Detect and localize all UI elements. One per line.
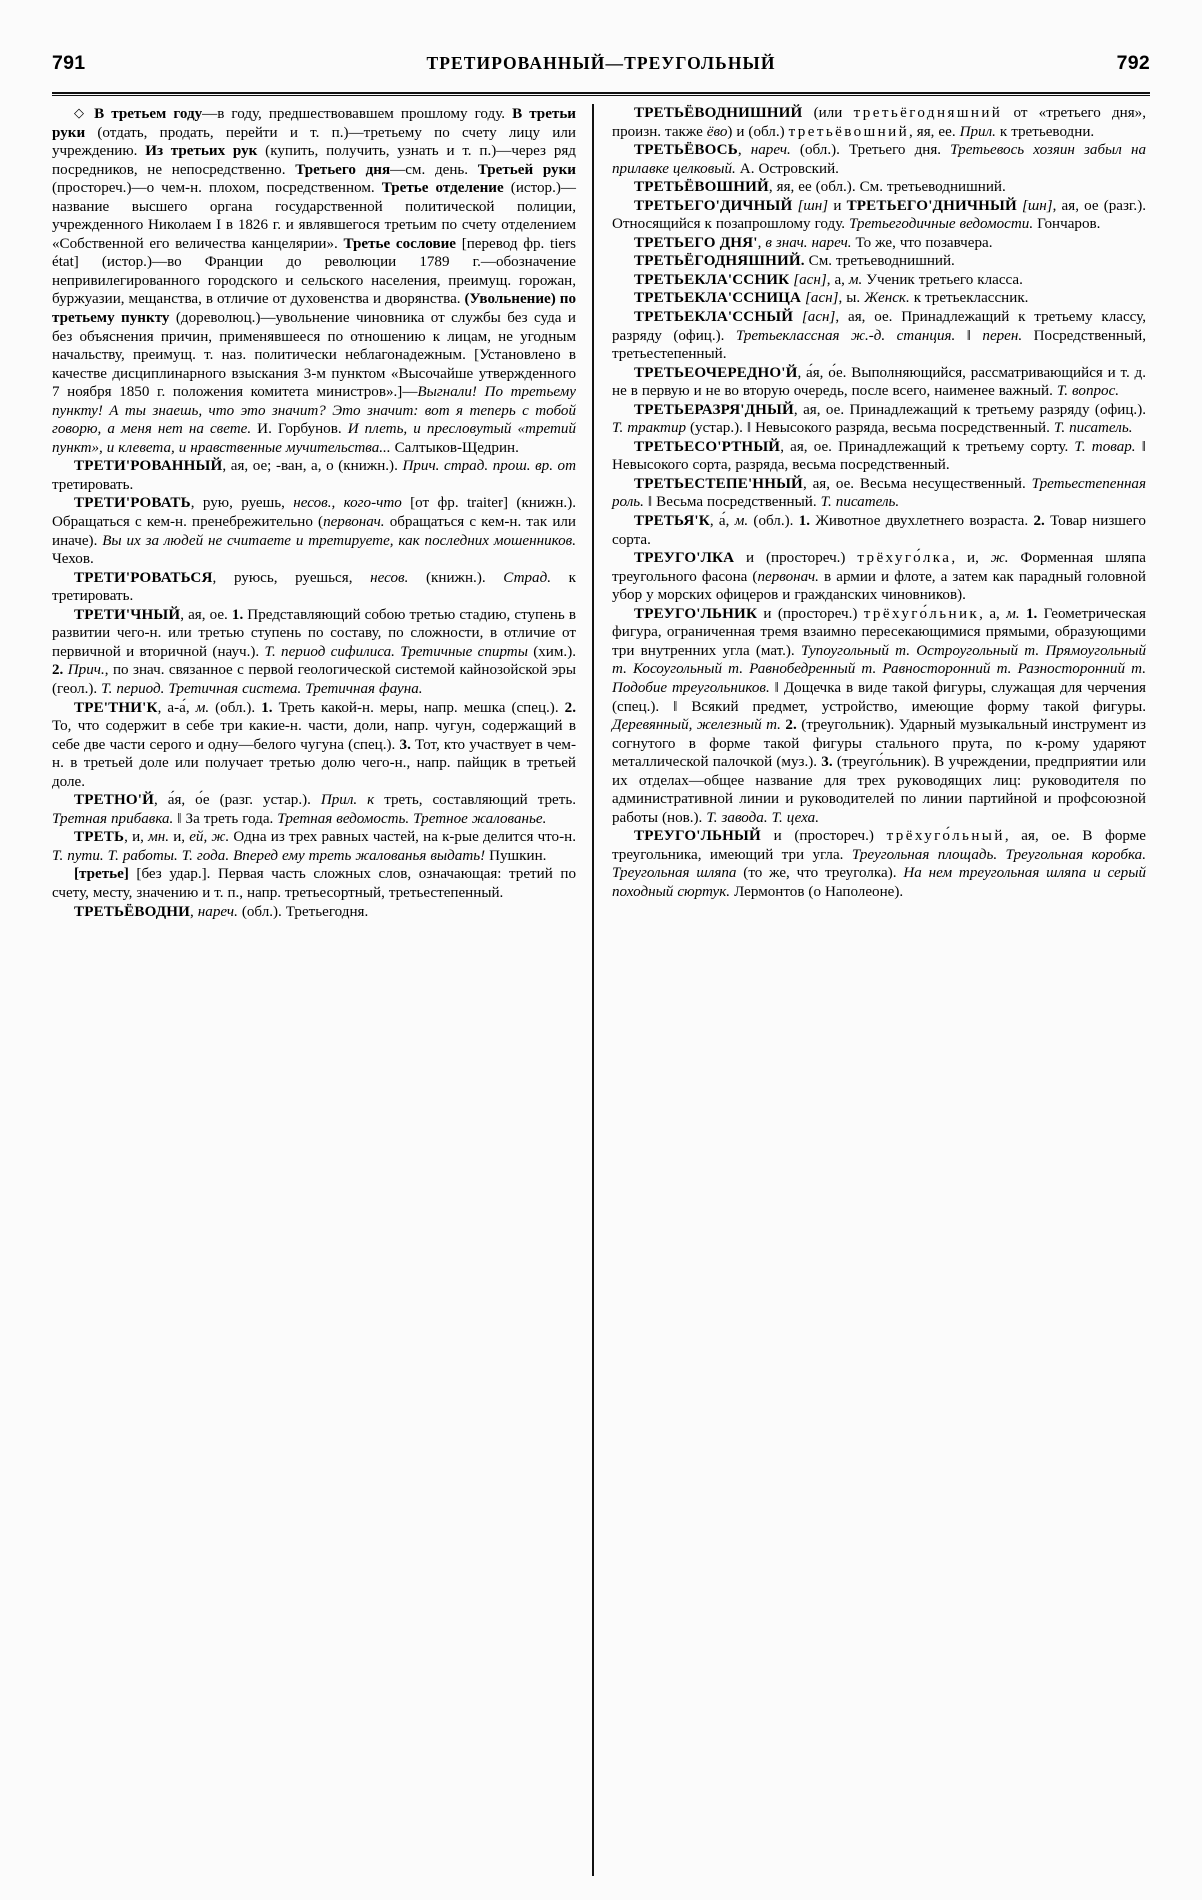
sense-number-1: 1. [1019,605,1038,622]
sense-number-1: 1. [231,606,244,623]
variant-spaced-1: третьёгодняшний [853,105,1003,121]
entry-tretyovoshnij [612,178,1146,197]
headword: ТРЕУГО'ЛКА [634,550,735,567]
quote-1: Выгнали! По третьему пункту! А ты знаешь, что это значит? Это значит: вот я теперь с тобой говорю, а меня нет на свете. [52,384,576,438]
definition-italic: первонач. [757,568,819,585]
etymology-italic: первонач. [323,514,385,531]
definition-2: Невысокого сорта, разряда, весьма посредственный. [612,457,950,474]
conjunction: и (простореч.) [760,828,887,845]
idiom-8: (Увольнение) по третьему пункту [52,291,576,327]
pronunciation-bracket: [асн] [789,271,827,288]
idiom-6-def: (истор.)—название высшего органа государственной политической полиции, учрежденного Николаем I в 1826 г. и являвшегося третьим по счету отделением «Собственной его величества канцелярии». [52,180,576,252]
conjunction: и (простореч.) [757,605,864,622]
definition: , яя, ее (обл.). См. третьеводнишний. [768,179,1006,196]
headword: ТРЕТЬЕКЛА'ССНИК [634,271,790,288]
cross-reference: (то же, что треуголка). [736,865,904,882]
grammar-note: , а́, [709,513,735,530]
example-1: Третьестепенная роль. [612,475,1146,511]
variant-spaced: трёхуго́лка [857,550,952,567]
quote: На нем треугольная шляпа и серый походный сюртук. [612,865,1146,900]
sense-3-text: Тот, кто участвует в чем-н. в третьей доле или получает третью долю чего-н., напр. пайщик в третьей доле. [52,736,577,790]
sense-number-3: 3. [399,736,411,753]
entry-treugolnyj [612,827,1146,901]
idiom-4-def: —см. день. [390,161,478,178]
sense-separator: ‖ [1135,438,1146,455]
idiom-2-def: (отдать, продать, перейти и т. п.)—третьему по счету лицу или учреждению. [52,124,576,160]
lozenge-icon: ◇ [74,105,88,120]
definition: к третьеводни. [995,123,1095,140]
sense-separator: ‖ [173,810,186,827]
grammar-note: , а, [979,605,1007,622]
idiom-5: Третьей руки [477,161,576,178]
entry-tretyestepennyj [612,475,1146,512]
figurative-label: перен. [982,327,1023,344]
entry-tretyovos [612,141,1146,178]
pronunciation-bracket-2: [шн] [1016,197,1053,214]
sense-number-2: 2. [1033,513,1045,530]
page-title: ТРЕТИРОВАННЫЙ—ТРЕУГОЛЬНЫЙ [426,53,776,73]
entry-tretirovat [52,494,576,568]
author-note: (о Наполеоне). [804,883,904,900]
entry-tret [52,828,576,865]
grammar-note: , а-а́, [157,699,196,716]
definition: к третьеклассник. [909,290,1029,307]
part-of-speech: , нареч. [737,142,791,159]
entry-tretyegodichnyj [612,197,1146,234]
etymology: [от фр. traiter] (книжн.). Обращаться с кем-н. пренебрежительно ( [52,495,577,531]
idiom-1: В третьем году [94,106,203,122]
author: Пушкин. [485,847,547,864]
entry-tretyesortnyj [612,438,1146,475]
idiom-3: Из третьих рук [145,143,258,160]
grammar-note: , и, [124,829,149,846]
author: Гончаров. [1033,216,1101,233]
headword: ТРЕТИ'РОВАТЬ [74,495,191,512]
headword: ТРЕТЬЕКЛА'ССНЫЙ [634,309,794,326]
headword: ТРЕТНО'Й [74,792,155,809]
example: Третьеклассная ж.-д. станция. [735,327,956,344]
idiom-8-def: (дореволюц.)—увольнение чиновника от службы без суда и без объяснения причин, применявшееся по отношению к лицам, не угодным начальству, преимущ. т. наз. политически неблагонадежным. [Установлено в качестве дисциплинарного взыскания 3-м пунктом «Высочайше утвержденного 7 ноября 1850 г. положения комитета министров».]— [52,310,576,401]
definition-italic: Женск. [864,290,910,307]
definition: Одна из трех равных частей, на к-рые делится что-н. [229,829,576,846]
running-head [52,52,1150,80]
entry-tretyovodnishnij [612,104,1146,141]
grammar-note-italic: несов., кого-что [293,495,402,512]
grammar-note: , ая, ое; -ван, а, о (книжн.). [222,458,403,475]
example: Т. вопрос. [1056,383,1120,400]
idiom-2: В третьи руки [52,106,576,141]
column-left [52,104,592,1876]
part-of-speech: нареч. [197,903,238,920]
variant-note: от «третьего дня», произн. также [612,105,1147,140]
idiom-6: Третье отделение [381,180,504,197]
sense-number-1: 1. [261,699,273,716]
headword: ТРЕТЬЕГО'ДИЧНЫЙ [634,197,793,214]
sense-2-text: То, что содержит в себе три какие-н. части, доли, напр. чугун, содержащий в себе две части серого и одну—белого чугуна (спец.). [52,718,576,753]
column-right [592,104,1146,1876]
author: Чехов. [52,551,94,568]
grammar-note: , а, [826,271,849,288]
sense-separator-1: ‖ [769,679,784,696]
headword: ТРЕТИ'ЧНЫЙ [74,606,181,623]
sense-1-example: Т. период сифилиса. Третичные спирты [264,643,528,660]
entry-tretichnyj [52,606,576,699]
conjunction: и [828,197,847,214]
sense-1-text: Представляющий собою третью стадию, ступень в развитии чего-н. или третью ступень по составу, по сложности, в отличие от первичной и вторичной (науч.). [52,606,576,660]
sense-2-text: Товар низшего сорта. [612,513,1146,548]
sense-2-text: (треугольник). Ударный музыкальный инструмент из согнутого в форме такой фигуры стального прута, по к-рому ударяют металлической палочкой (муз.). [612,717,1147,771]
gender-label: ж. [990,550,1009,567]
headword: ТРЕТЬЁГОДНЯШНИЙ. [634,253,805,270]
idioms-block [52,104,576,457]
author: Лермонтов [730,883,805,900]
sense-number-1: 1. [798,513,811,530]
definition: , а́я, о́е. Выполняющийся, рассматривающийся и т. д. не в первую и не во вторую очередь, после всего, наименее важный. [612,364,1146,400]
grammar-note: , ая, ое. [180,606,232,623]
example-2: Т. писатель. [1053,420,1133,437]
headword: ТРЕ'ТНИ'К [74,699,158,716]
folio-left: 791 [52,52,86,74]
headword: [третье] [74,866,129,883]
quote-2: И плеть, и пресловутый «третий пункт», и клевета, и нравственные мучительства... [52,421,576,456]
variant-open: (или [802,105,854,121]
headword: ТРЕТЬЕОЧЕРЕДНО'Й [634,364,798,381]
headword: ТРЕТИ'РОВАТЬСЯ [74,569,213,586]
definition-italic: Страд. [503,569,551,586]
definition-2: Весьма посредственный. [656,494,821,511]
grammar-note-italic: , в знач. нареч. [757,234,852,251]
entry-tretirovatsya [52,569,576,606]
sense-3-examples: Т. завода. Т. цеха. [706,809,820,826]
author-2: Салтыков-Щедрин. [390,439,519,456]
headword-variant: ТРЕТЬЕГО'ДНИЧНЫЙ [846,197,1017,214]
sense-separator: ‖ [643,494,657,511]
definition: к третировать. [52,569,576,605]
idiom-3-def: (купить, получить, узнать и т. п.)—через ряд посредников, не непосредственно. [52,143,576,178]
variant-spaced: трёхуго́льный [886,828,1005,845]
grammar-note: , руюсь, руешься, [212,569,371,586]
headword: ТРЕТЬЕСТЕПЕ'ННЫЙ [634,475,803,492]
pronunciation-bracket-1: [шн] [792,197,829,214]
entry-tretyegodnyashnij [612,252,1146,271]
folio-right: 792 [1116,52,1150,74]
header-rule [52,92,1150,96]
grammar-note: , яя, ее. [909,123,960,140]
variant-note-2: ) и (обл.) [727,123,789,140]
entry-tretyovodni [52,903,576,922]
idiom-7-def: [перевод фр. tiers état] (истор.)—во Франции до революции 1789 г.—обозначение непривилегированного городского и сельского населения, преимущ. горожан, буржуазии, мещанства, в отличие от духовенства и дворянства. [52,235,576,308]
sense-1-text: Животное двухлетнего возраста. [810,513,1034,530]
definition: , ая, ое. Принадлежащий к третьему классу, разряду (офиц.). [612,309,1146,344]
sense-number-2: 2. [52,662,64,679]
example-1: Третная прибавка. [52,810,174,827]
conjunction: и (простореч.) [734,550,858,567]
headword: ТРЕУГО'ЛЬНИК [634,605,758,622]
example-1: Т. трактир [612,420,687,437]
example-2: Т. писатель. [820,494,900,511]
entry-tretyeocherednoj [612,364,1146,401]
gender-label: м. [1006,605,1020,622]
definition: треть, составляющий треть. [374,792,576,809]
headword: ТРЕТЬЁВОДНИ [74,903,191,920]
headword: ТРЕТЬЕРАЗРЯ'ДНЫЙ [634,401,794,418]
idiom-1-def: —в году, предшествовавшем прошлому году. [202,106,513,122]
headword: ТРЕТЬЁВОШНИЙ [634,179,769,196]
author-1: И. Горбунов. [251,421,348,438]
definition-italic: Прил. к [320,792,375,809]
definition: третировать. [52,476,134,493]
entry-tretyeklassnyj [612,308,1146,364]
definition-2: (устар.). ‖ Невысокого разряда, весьма посредственный. [686,420,1054,437]
idiom-7: Третье сословие [343,235,457,252]
definition-italic: Прич. страд. прош. вр. от [402,458,577,475]
entry-tretyeklassnik [612,271,1146,290]
headword: ТРЕТЬЁВОСЬ [634,142,738,159]
definition: , ая, ое (разг.). Относящийся к позапрошлому году. [612,197,1146,233]
definition-rest: в армии и флоте, а затем как парадный головной убор у морских офицеров и гражданских чиновников). [612,568,1146,604]
grammar-note-italic: несов. [370,569,409,586]
entry-tretyego-dnya [612,234,1146,253]
style-label: (книжн.). [408,569,504,586]
definition-2: За треть года. [185,810,278,827]
column-container [52,104,1152,1876]
definition: Форменная шляпа треугольного фасона ( [612,550,1146,585]
entry-tretyak [612,512,1146,549]
headword: ТРЕТЬЁВОДНИШНИЙ [634,105,803,121]
definition: , ая, ое. Принадлежащий к третьему сорту. [780,438,1075,455]
example-2: Деревянный, железный т. [612,717,781,734]
sense-1-text: Треть какой-н. меры, напр. мешка (спец.). [272,699,565,716]
headword: ТРЕТИ'РОВАННЫЙ [74,458,223,475]
headword: ТРЕТЬЕКЛА'ССНИЦА [634,290,802,307]
variant-spaced: трёхуго́льник [863,605,980,622]
sense-2-text: , по знач. связанное с первой геологической системой кайнозойской эры (геол.). [52,662,576,697]
grammar-note-2: и, [169,829,190,846]
gender-label: м. [734,513,749,530]
variant-spaced-2: третьёвошний [788,123,910,140]
headword: ТРЕТЬ [74,829,125,846]
grammar-note: , [190,903,198,920]
sense-2-example: Т. период. Третичная система. Третичная фауна. [101,680,423,697]
sense-3-text: (треуго́льник). В учреждении, предприятии или их отделах—общее название для трех руководящих лиц: руководителя по административной линии и руководителей по линии партийной и профсоюзной работы (нов.). [612,754,1147,826]
idiom-5-def: (простореч.)—о чем-н. плохом, посредственном. [52,180,382,197]
plural-label: мн. [148,829,170,846]
sense-1-label: (хим.). [527,643,577,660]
grammar-note: , и, [951,550,991,567]
grammar-note: , рую, руешь, [190,495,294,512]
definition: (обл.). Третьегодня. [237,903,369,920]
definition: [без удар.]. Первая часть сложных слов, означающая: третий по счету, месту, значению и т. п., напр. третьесортный, третьестепенный. [52,866,576,901]
sense-1-text: Геометрическая фигура, ограниченная тремя взаимно пересекающимися прямыми, образующими три внутренних угла (мат.). [612,605,1146,659]
definition: (обл.). Третьего дня. [790,142,951,159]
examples: Т. пути. Т. работы. Т. года. Вперед ему треть жалованья выдать! [52,847,486,864]
entry-treugolnik [612,605,1146,828]
quote: Третьевось хозяин забыл на прилавке целковый. [612,142,1146,177]
headword: ТРЕТЬЕСО'РТНЫЙ [634,438,781,455]
headword: ТРЕУГО'ЛЬНЫЙ [634,828,761,845]
entry-tretye-prefix [52,865,576,902]
headword: ТРЕТЬЯ'К [634,513,710,530]
definition: То же, что позавчера. [851,234,993,251]
sense-number-2: 2. [780,717,797,734]
author: А. Островский. [735,160,839,177]
definition-2: Дощечка в виде такой фигуры, служащая для черчения (спец.). ‖ Всякий предмет, устройство, имеющие форму такой фигуры. [612,679,1146,715]
sense-number-2: 2. [564,699,576,716]
pronunciation-bracket: [асн] [801,290,839,307]
definition: , ая, ое. Весьма несущественный. [802,475,1032,492]
entry-treugolka [612,549,1146,605]
definition-2: Посредственный, третьестепенный. [612,327,1147,363]
idiom-4: Третьего дня [295,161,391,178]
entry-tretnik [52,699,576,792]
definition: См. третьеводнишний. [804,253,955,270]
entry-tretnoj [52,791,576,828]
definition-italic: Прил. [959,123,996,140]
example: Третьегодичные ведомости. [848,216,1034,233]
gender-label: м. [848,271,863,288]
pronunciation-note: ёво [706,123,728,140]
examples: Треугольная площадь. Треугольная коробка. Треугольная шляпа [612,846,1146,882]
definition: , ая, ое. Принадлежащий к третьему разряду (офиц.). [793,401,1146,418]
definition: , ая, ое. В форме треугольника, имеющий три угла. [612,828,1146,863]
definition: обращаться с кем-н. так или иначе). [52,514,577,549]
entry-tretirovannyj [52,457,576,494]
sense-separator: ‖ [955,327,983,344]
style-label: (обл.). [748,513,799,530]
entry-tretyeklassnica [612,289,1146,308]
sense-2-gram: Прич. [63,662,105,679]
grammar-note: , а́я, о́е (разг. устар.). [154,792,321,809]
pronunciation-bracket: [асн] [793,309,836,326]
gender-label: м. [195,699,210,716]
sense-number-3: 3. [821,754,833,771]
quote: Вы их за людей не считаете и третируете, как последних мошенников. [102,532,576,549]
style-label: (обл.). [209,699,262,716]
entry-tretyerazryadnyj [612,401,1146,438]
definition: Ученик третьего класса. [862,271,1023,288]
grammar-note: , ы. [838,290,865,307]
gender-label: ей, ж. [189,829,230,846]
headword: ТРЕТЬЕГО ДНЯ' [634,234,758,251]
sense-1-examples: Тупоугольный т. Остроугольный т. Прямоугольный т. Косоугольный т. Равнобедренный т. Равносторонний т. Разносторонний т. Подобие треугольников. [612,642,1146,696]
example-2: Третная ведомость. Третное жалованье. [277,810,547,827]
example: Т. товар. [1074,438,1136,455]
